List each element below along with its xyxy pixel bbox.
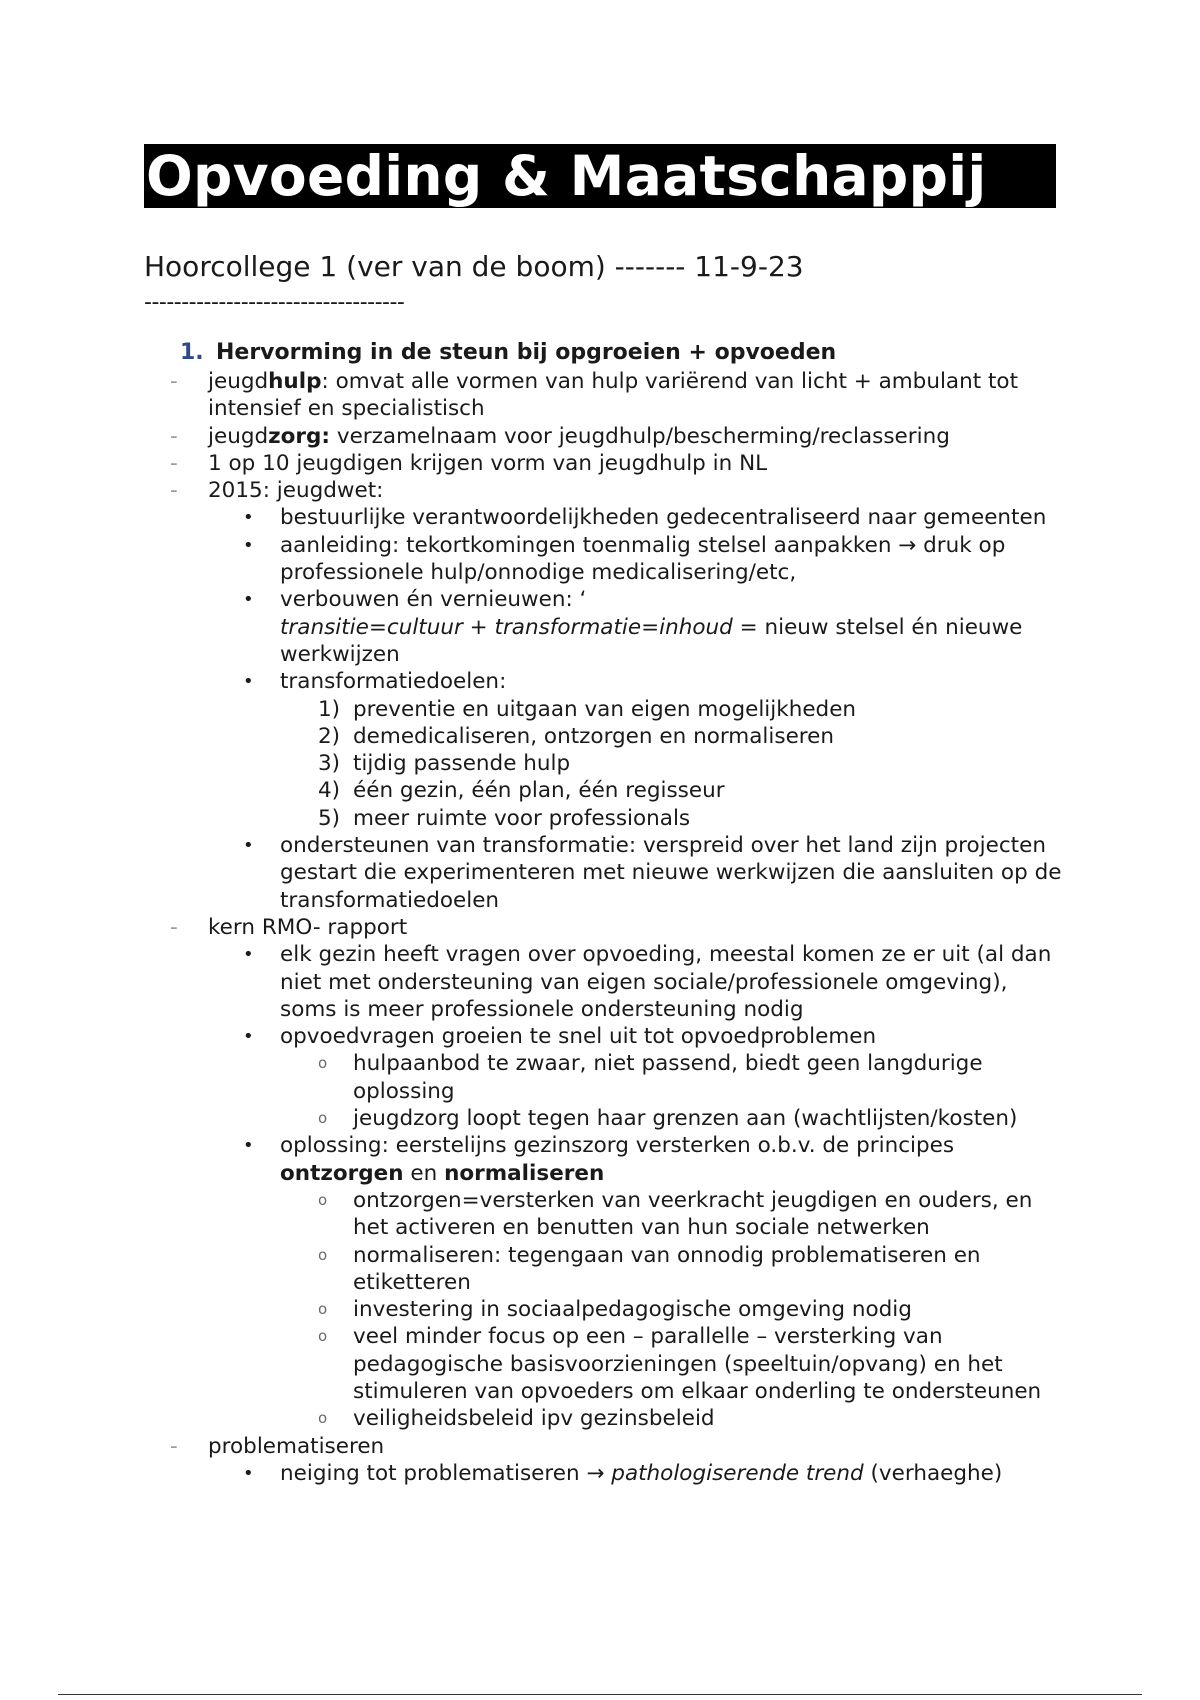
text-run: jeugd — [208, 423, 269, 449]
list-item — [0, 1433, 1068, 1460]
dash-marker: - — [170, 478, 178, 504]
text-run-bold: zorg: — [268, 423, 331, 449]
notes-list — [0, 368, 1200, 1487]
circle-marker: o — [318, 1109, 328, 1128]
text-run: oplossing: eerstelijns gezinszorg versterken o.b.v. de principes — [280, 1133, 955, 1159]
list-item — [0, 1187, 1073, 1242]
text-run: 1 op 10 jeugdigen krijgen vorm van jeugdhulp in NL — [208, 450, 768, 476]
text-run: investering in sociaalpedagogische omgeving nodig — [353, 1297, 912, 1323]
text-run: demedicaliseren, ontzorgen en normaliseren — [353, 723, 835, 749]
text-run: jeugdzorg loopt tegen haar grenzen aan (wachtlijsten/kosten) — [353, 1106, 1018, 1132]
bullet-marker: • — [243, 534, 254, 556]
text-run: ontzorgen=versterken van veerkracht jeugdigen en ouders, en het activeren en benutten van hun sociale netwerken — [353, 1187, 1033, 1241]
text-run-bold: normaliseren — [444, 1160, 605, 1186]
circle-marker: o — [318, 1054, 328, 1073]
text-run-italic: transitie=cultuur — [280, 614, 463, 640]
lecture-heading: Hoorcollege 1 (ver van de boom) ------- 11-9-23 — [144, 250, 804, 283]
text-run-italic: pathologiserende trend — [611, 1460, 864, 1486]
numbered-item — [0, 723, 1073, 750]
list-item — [0, 423, 1068, 450]
text-run: tijdig passende hulp — [353, 751, 571, 777]
arrow-icon: → — [586, 1460, 605, 1486]
text-run: normaliseren: tegengaan van onnodig problematiseren en etiketteren — [353, 1242, 981, 1295]
list-item — [0, 832, 1070, 914]
text-run: = nieuw stelsel én nieuwe werkwijzen — [280, 614, 1023, 667]
text-run: meer ruimte voor professionals — [353, 805, 691, 831]
text-run: jeugd — [208, 369, 269, 394]
text-run: neiging tot problematiseren — [280, 1460, 587, 1486]
item-number: 3) — [318, 751, 341, 777]
text-run: + — [462, 614, 495, 640]
section-title: Hervorming in de steun bij opgroeien + opvoeden — [216, 340, 837, 365]
list-item — [0, 532, 1070, 587]
bullet-marker: • — [243, 1026, 254, 1048]
text-run: één gezin, één plan, één regisseur — [353, 778, 725, 804]
text-run: hulpaanbod te zwaar, niet passend, biedt geen langdurige oplossing — [353, 1051, 983, 1104]
list-item — [0, 450, 1068, 477]
dash-marker: - — [170, 423, 178, 449]
circle-marker: o — [318, 1190, 328, 1209]
numbered-item — [0, 777, 1073, 804]
list-item — [0, 504, 1070, 531]
circle-marker: o — [318, 1300, 328, 1319]
list-item — [0, 368, 1068, 423]
bullet-marker: • — [243, 589, 254, 611]
bullet-marker: • — [243, 835, 254, 857]
numbered-item — [0, 805, 1073, 832]
list-item — [0, 1132, 1070, 1187]
arrow-icon: → — [898, 532, 917, 558]
text-run: (verhaeghe) — [863, 1460, 1003, 1486]
text-run: kern RMO- rapport — [208, 914, 408, 940]
item-number: 1) — [318, 696, 341, 722]
list-item — [0, 941, 1070, 1023]
numbered-item — [0, 750, 1073, 777]
dash-marker: - — [170, 369, 178, 394]
numbered-item — [0, 696, 1073, 723]
text-run: preventie en uitgaan van eigen mogelijkheden — [353, 696, 857, 722]
list-item — [0, 1323, 1073, 1405]
title-banner — [144, 144, 1056, 208]
item-number: 4) — [318, 778, 341, 804]
text-run-bold: hulp — [268, 369, 322, 394]
list-item — [0, 914, 1068, 941]
text-run: transformatiedoelen: — [280, 669, 507, 695]
list-item — [0, 1023, 1070, 1050]
list-item — [0, 1405, 1073, 1432]
bullet-marker: • — [243, 1135, 254, 1157]
text-run-bold: ontzorgen — [280, 1160, 404, 1186]
bullet-marker: • — [243, 671, 254, 693]
list-item — [0, 1296, 1073, 1323]
text-run: : omvat alle vormen van hulp variërend van licht + ambulant tot intensief en specialistisch — [208, 369, 1019, 422]
section-heading — [180, 339, 836, 367]
text-run: ondersteunen van transformatie: verspreid over het land zijn projecten gestart die experimenteren met nieuwe werkwijzen die aansluiten op de transformatiedoelen — [280, 833, 1062, 913]
text-run: veiligheidsbeleid ipv gezinsbeleid — [353, 1406, 715, 1432]
list-item — [0, 477, 1068, 504]
list-item — [0, 668, 1070, 695]
text-run: elk gezin heeft vragen over opvoeding, meestal komen ze er uit (al dan niet met ondersteuning van eigen sociale/professionele omgeving), soms is meer professionele ondersteuning nodig — [280, 942, 1052, 1022]
text-run: en — [403, 1160, 445, 1186]
text-run: problematiseren — [208, 1433, 385, 1459]
dash-marker: - — [170, 914, 178, 940]
bullet-marker: • — [243, 507, 254, 529]
circle-marker: o — [318, 1327, 328, 1346]
dash-marker: - — [170, 1433, 178, 1459]
separator-line: ----------------------------------- — [144, 290, 405, 315]
item-number: 5) — [318, 805, 341, 831]
text-run: veel minder focus op een – parallelle – versterking van pedagogische basisvoorzieningen (speeltuin/opvang) en het stimuleren van opvoeders om elkaar onderling te ondersteunen — [353, 1324, 1042, 1404]
text-run: 2015: jeugdwet: — [208, 478, 384, 504]
text-run: opvoedvragen groeien te snel uit tot opvoedproblemen — [280, 1024, 877, 1050]
list-item — [0, 1460, 1070, 1487]
text-run: bestuurlijke verantwoordelijkheden gedecentraliseerd naar gemeenten — [280, 505, 1047, 531]
circle-marker: o — [318, 1245, 328, 1264]
bullet-marker: • — [243, 1462, 254, 1484]
item-number: 2) — [318, 723, 341, 749]
list-item — [0, 586, 1070, 668]
bullet-marker: • — [243, 944, 254, 966]
page-title: Opvoeding & Maatschappij — [146, 144, 987, 208]
dash-marker: - — [170, 450, 178, 476]
footer-divider — [58, 1694, 1142, 1695]
text-run: verbouwen én vernieuwen: ‘ — [280, 587, 587, 613]
circle-marker: o — [318, 1409, 328, 1428]
text-run: aanleiding: tekortkomingen toenmalig stelsel aanpakken — [280, 532, 899, 558]
text-run-italic: transformatie=inhoud — [494, 614, 733, 640]
list-item — [0, 1105, 1073, 1132]
list-item — [0, 1050, 1073, 1105]
section-number: 1. — [180, 340, 204, 365]
text-run: druk op professionele hulp/onnodige medicalisering/etc, — [280, 532, 1006, 586]
text-run: verzamelnaam voor jeugdhulp/bescherming/reclassering — [330, 423, 950, 449]
list-item — [0, 1242, 1073, 1297]
